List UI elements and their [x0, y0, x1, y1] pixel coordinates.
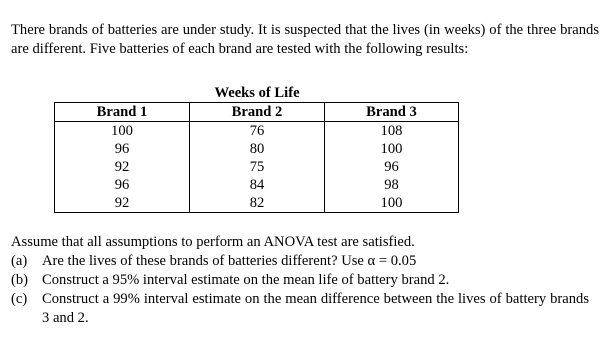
- question-c: [11, 290, 589, 328]
- table-cell: 108: [325, 122, 459, 141]
- question-label: (c): [11, 291, 28, 307]
- assumption-text: Assume that all assumptions to perform an ANOVA test are satisfied.: [11, 234, 415, 250]
- question-label: (b): [11, 272, 29, 288]
- header-brand-3: Brand 3: [325, 103, 459, 122]
- table-cell: 92: [55, 158, 190, 176]
- table-header-row: [55, 103, 459, 122]
- header-brand-2: Brand 2: [190, 103, 325, 122]
- table-cell: 96: [55, 176, 190, 194]
- table-cell: 80: [190, 140, 325, 158]
- table-row: [55, 176, 459, 194]
- table-cell: 82: [190, 194, 325, 213]
- question-a: [11, 252, 589, 271]
- table-cell: 98: [325, 176, 459, 194]
- table-cell: 100: [325, 194, 459, 213]
- table-cell: 96: [55, 140, 190, 158]
- questions-section: [11, 233, 589, 328]
- table-row: [55, 140, 459, 158]
- header-brand-1: Brand 1: [55, 103, 190, 122]
- table-cell: 100: [325, 140, 459, 158]
- question-text: Construct a 99% interval estimate on the mean difference between the lives of battery brands 3 and 2.: [42, 291, 589, 326]
- battery-life-table: [54, 84, 459, 213]
- table-row: [55, 122, 459, 141]
- question-b: [11, 271, 589, 290]
- table-super-header-row: [55, 84, 459, 103]
- table-cell: 96: [325, 158, 459, 176]
- table-cell: 84: [190, 176, 325, 194]
- table-cell: 76: [190, 122, 325, 141]
- battery-life-table-wrapper: [54, 84, 458, 213]
- table-cell: 92: [55, 194, 190, 213]
- table-row: [55, 194, 459, 213]
- table-row: [55, 158, 459, 176]
- table-cell: 75: [190, 158, 325, 176]
- weeks-of-life-header: Weeks of Life: [214, 85, 300, 101]
- question-label: (a): [11, 253, 28, 269]
- table-cell: 100: [55, 122, 190, 141]
- problem-intro: There brands of batteries are under study. It is suspected that the lives (in weeks) of the three brands are different. Five batteries of each brand are tested with the following results:: [11, 21, 599, 57]
- question-text: Construct a 95% interval estimate on the mean life of battery brand 2.: [42, 272, 450, 288]
- question-text: Are the lives of these brands of batteries different? Use α = 0.05: [42, 253, 417, 269]
